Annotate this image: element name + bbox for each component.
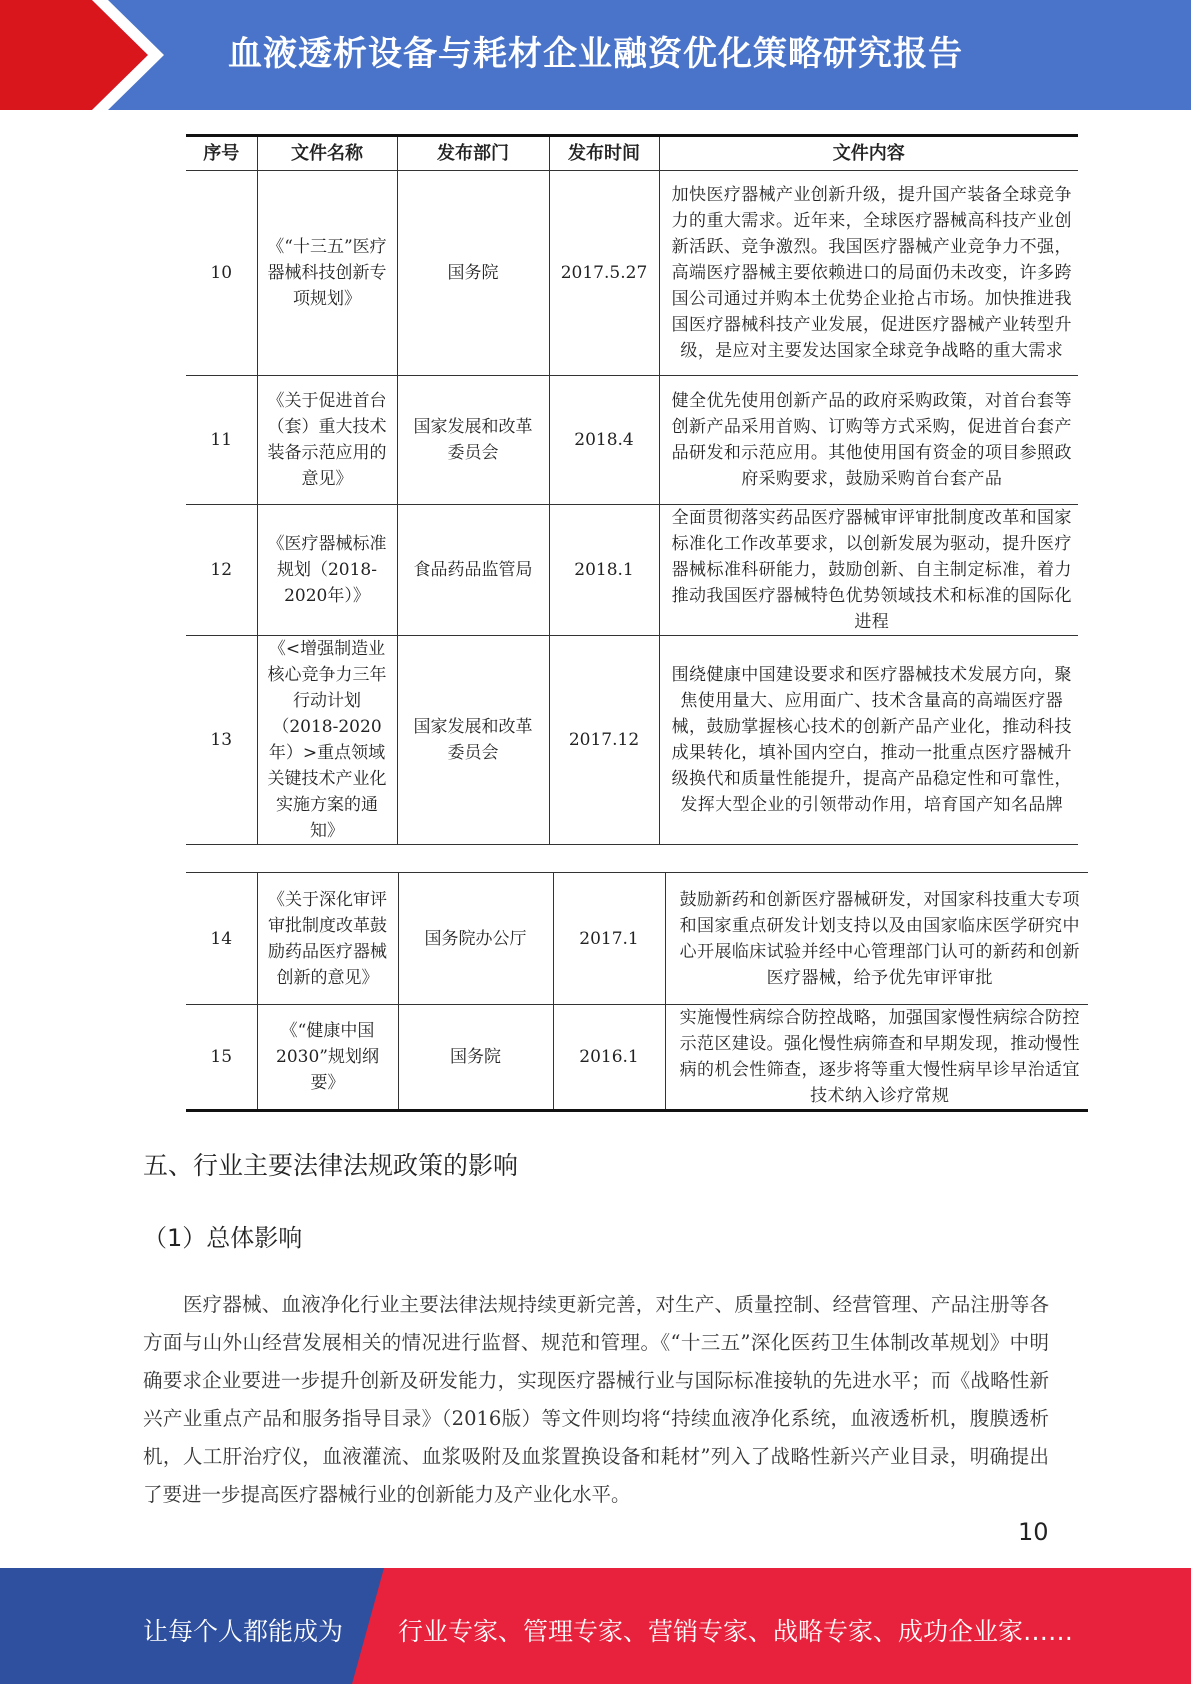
cell-dept: 国务院办公厅 <box>398 873 553 1005</box>
table-row <box>186 376 1078 505</box>
cell-dept: 食品药品监管局 <box>397 505 549 636</box>
cell-name: 《医疗器械标准规划（2018-2020年）》 <box>257 505 397 636</box>
cell-name: 《“十三五”医疗器械科技创新专项规划》 <box>257 171 397 376</box>
cell-date: 2017.1 <box>553 873 665 1005</box>
col-header-dept: 发布部门 <box>397 136 549 171</box>
col-header-name: 文件名称 <box>257 136 397 171</box>
body-paragraph: 医疗器械、血液净化行业主要法律法规持续更新完善，对生产、质量控制、经营管理、产品注册等各方面与山外山经营发展相关的情况进行监督、规范和管理。《“十三五”深化医药卫生体制改革规划》中明确要求企业要进一步提升创新及研发能力，实现医疗器械行业与国际标准接轨的先进水平；而《战略性新兴产业重点产品和服务指导目录》（2016版）等文件则均将“持续血液净化系统，血液透析机，腹膜透析机，人工肝治疗仪，血液灌流、血浆吸附及血浆置换设备和耗材”列入了战略性新兴产业目录，明确提出了要进一步提高医疗器械行业的创新能力及产业化水平。 <box>143 1293 1049 1506</box>
footer-slogan-right: 行业专家、管理专家、营销专家、战略专家、成功企业家…… <box>398 1617 1074 1646</box>
cell-content: 鼓励新药和创新医疗器械研发，对国家科技重大专项和国家重点研发计划支持以及由国家临床医学研究中心开展临床试验并经中心管理部门认可的新药和创新医疗器械，给予优先审评审批 <box>665 873 1088 1005</box>
footer-slogan-left: 让每个人都能成为 <box>143 1617 344 1646</box>
cell-content: 实施慢性病综合防控战略，加强国家慢性病综合防控示范区建设。强化慢性病筛查和早期发现，推动慢性病的机会性筛查，逐步将等重大慢性病早诊早治适宜技术纳入诊疗常规 <box>665 1005 1088 1111</box>
table-row <box>186 636 1078 845</box>
table-row <box>186 1005 1088 1111</box>
col-header-content: 文件内容 <box>659 136 1078 171</box>
cell-name: 《<增强制造业核心竞争力三年行动计划（2018-2020年）>重点领域关键技术产业化实施方案的通知》 <box>257 636 397 845</box>
table-row <box>186 873 1088 1005</box>
cell-dept: 国务院 <box>398 1005 553 1111</box>
cell-date: 2018.1 <box>549 505 659 636</box>
cell-name: 《关于促进首台（套）重大技术装备示范应用的意见》 <box>257 376 397 505</box>
cell-content: 全面贯彻落实药品医疗器械审评审批制度改革和国家标准化工作改革要求，以创新发展为驱动，提升医疗器械标准科研能力，鼓励创新、自主制定标准，着力推动我国医疗器械特色优势领域技术和标准的国际化进程 <box>659 505 1078 636</box>
cell-no: 12 <box>186 505 257 636</box>
cell-name: 《关于深化审评审批制度改革鼓励药品医疗器械创新的意见》 <box>257 873 398 1005</box>
cell-dept: 国家发展和改革委员会 <box>397 636 549 845</box>
cell-dept: 国务院 <box>397 171 549 376</box>
section-heading: 五、行业主要法律法规政策的影响 <box>143 1151 519 1180</box>
cell-name: 《“健康中国2030”规划纲要》 <box>257 1005 398 1111</box>
table-row <box>186 171 1078 376</box>
col-header-no: 序号 <box>186 136 257 171</box>
table-row <box>186 505 1078 636</box>
policy-table-part1 <box>186 134 1078 845</box>
cell-content: 围绕健康中国建设要求和医疗器械技术发展方向，聚焦使用量大、应用面广、技术含量高的高端医疗器械，鼓励掌握核心技术的创新产品产业化，推动科技成果转化，填补国内空白，推动一批重点医疗器械升级换代和质量性能提升，提高产品稳定性和可靠性，发挥大型企业的引领带动作用，培育国产知名品牌 <box>659 636 1078 845</box>
policy-table-part2 <box>186 872 1088 1112</box>
cell-date: 2017.5.27 <box>549 171 659 376</box>
cell-no: 11 <box>186 376 257 505</box>
table-header-row <box>186 136 1078 171</box>
cell-content: 加快医疗器械产业创新升级，提升国产装备全球竞争力的重大需求。近年来，全球医疗器械高科技产业创新活跃、竞争激烈。我国医疗器械产业竞争力不强，高端医疗器械主要依赖进口的局面仍未改变，许多跨国公司通过并购本土优势企业抢占市场。加快推进我国医疗器械科技产业发展，促进医疗器械产业转型升级，是应对主要发达国家全球竞争战略的重大需求 <box>659 171 1078 376</box>
page-header <box>0 0 1191 110</box>
cell-dept: 国家发展和改革委员会 <box>397 376 549 505</box>
cell-date: 2016.1 <box>553 1005 665 1111</box>
cell-no: 13 <box>186 636 257 845</box>
cell-no: 14 <box>186 873 257 1005</box>
report-title: 血液透析设备与耗材企业融资优化策略研究报告 <box>228 34 963 74</box>
page-number: 10 <box>1018 1518 1049 1546</box>
col-header-date: 发布时间 <box>549 136 659 171</box>
cell-content: 健全优先使用创新产品的政府采购政策，对首台套等创新产品采用首购、订购等方式采购，促进首台套产品研发和示范应用。其他使用国有资金的项目参照政府采购要求，鼓励采购首台套产品 <box>659 376 1078 505</box>
cell-no: 10 <box>186 171 257 376</box>
sub-heading: （1）总体影响 <box>143 1224 303 1252</box>
header-red-arrow-decoration <box>0 0 170 110</box>
cell-date: 2017.12 <box>549 636 659 845</box>
cell-no: 15 <box>186 1005 257 1111</box>
cell-date: 2018.4 <box>549 376 659 505</box>
